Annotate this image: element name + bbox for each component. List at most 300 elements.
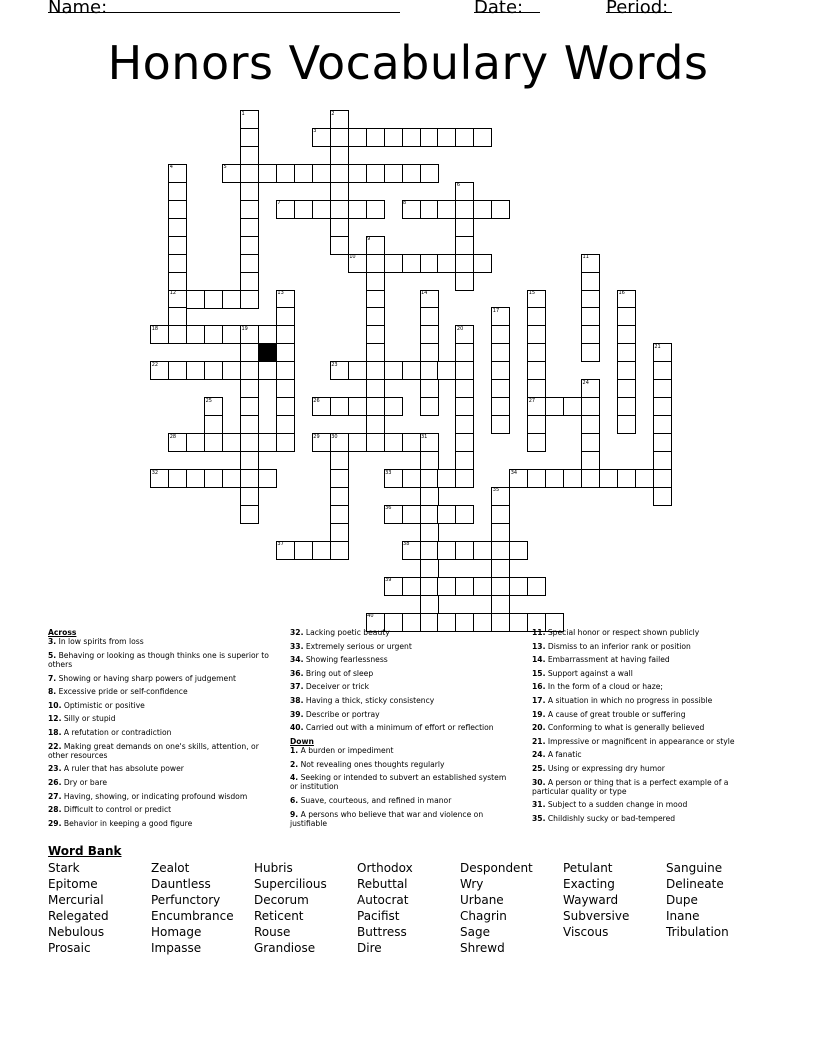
grid-cell[interactable]	[240, 397, 259, 416]
grid-cell[interactable]	[420, 128, 439, 147]
word-bank-word: Wry	[460, 877, 484, 891]
grid-cell[interactable]	[581, 433, 600, 452]
grid-cell[interactable]	[509, 541, 528, 560]
grid-cell[interactable]	[420, 451, 439, 470]
grid-cell[interactable]	[222, 290, 241, 309]
grid-cell[interactable]	[240, 200, 259, 219]
across-clue	[290, 723, 515, 732]
grid-cell[interactable]	[455, 451, 474, 470]
grid-cell[interactable]	[240, 379, 259, 398]
grid-cell[interactable]	[509, 577, 528, 596]
grid-cell[interactable]	[437, 200, 456, 219]
cell-number: 31	[421, 433, 428, 440]
grid-cell[interactable]	[276, 379, 295, 398]
word-bank-word: Pacifist	[357, 909, 400, 923]
grid-cell[interactable]	[222, 469, 241, 488]
grid-cell[interactable]	[330, 146, 349, 165]
grid-cell[interactable]	[420, 541, 439, 560]
grid-cell[interactable]	[240, 505, 259, 524]
grid-cell[interactable]	[222, 361, 241, 380]
grid-cell[interactable]	[276, 343, 295, 362]
across-clue	[48, 792, 273, 801]
black-square	[258, 343, 277, 362]
grid-cell[interactable]	[240, 254, 259, 273]
grid-cell[interactable]	[581, 272, 600, 291]
grid-cell[interactable]	[473, 200, 492, 219]
clue-number: 38.	[290, 695, 304, 705]
grid-cell[interactable]	[186, 433, 205, 452]
cell-number: 11	[582, 254, 589, 261]
grid-cell[interactable]	[330, 469, 349, 488]
grid-cell[interactable]	[168, 272, 187, 291]
grid-cell[interactable]	[240, 128, 259, 147]
grid-cell[interactable]	[420, 559, 439, 578]
cell-number: 26	[313, 397, 320, 404]
word-bank-word: Rouse	[254, 925, 291, 939]
grid-cell[interactable]	[258, 361, 277, 380]
grid-cell[interactable]	[527, 325, 546, 344]
grid-cell[interactable]	[455, 200, 474, 219]
grid-cell[interactable]	[581, 290, 600, 309]
clue-text: A burden or impediment	[298, 745, 394, 755]
grid-cell[interactable]	[330, 236, 349, 255]
grid-cell[interactable]	[366, 272, 385, 291]
grid-cell[interactable]	[204, 433, 223, 452]
cell-number: 38	[403, 541, 410, 548]
grid-cell[interactable]	[437, 541, 456, 560]
grid-cell[interactable]	[366, 128, 385, 147]
grid-cell[interactable]	[330, 523, 349, 542]
grid-cell[interactable]	[204, 325, 223, 344]
grid-cell[interactable]	[348, 433, 367, 452]
clue-text: A cause of great trouble or suffering	[545, 709, 686, 719]
grid-cell[interactable]	[420, 469, 439, 488]
grid-cell[interactable]	[240, 343, 259, 362]
grid-cell[interactable]	[527, 469, 546, 488]
grid-cell[interactable]	[437, 577, 456, 596]
grid-cell[interactable]	[437, 361, 456, 380]
grid-cell[interactable]	[366, 361, 385, 380]
grid-cell[interactable]	[222, 325, 241, 344]
clue-number: 22.	[48, 741, 62, 751]
grid-cell[interactable]	[276, 433, 295, 452]
grid-cell[interactable]	[617, 379, 636, 398]
grid-cell[interactable]	[491, 397, 510, 416]
grid-cell[interactable]	[240, 290, 259, 309]
grid-cell[interactable]	[276, 361, 295, 380]
grid-cell[interactable]	[348, 397, 367, 416]
grid-cell[interactable]	[473, 541, 492, 560]
grid-cell[interactable]	[420, 397, 439, 416]
grid-cell[interactable]	[581, 343, 600, 362]
clue-number: 5.	[48, 650, 57, 660]
grid-cell[interactable]	[527, 307, 546, 326]
grid-cell[interactable]	[312, 541, 331, 560]
grid-cell[interactable]	[366, 200, 385, 219]
grid-cell[interactable]	[437, 254, 456, 273]
grid-cell[interactable]	[527, 361, 546, 380]
grid-cell[interactable]	[366, 433, 385, 452]
grid-cell[interactable]	[491, 541, 510, 560]
grid-cell[interactable]	[330, 182, 349, 201]
grid-cell[interactable]	[527, 343, 546, 362]
grid-cell[interactable]	[455, 505, 474, 524]
grid-cell[interactable]	[240, 182, 259, 201]
grid-cell[interactable]	[581, 325, 600, 344]
across-clue	[48, 651, 273, 669]
grid-cell[interactable]	[420, 379, 439, 398]
grid-cell[interactable]	[653, 451, 672, 470]
grid-cell[interactable]	[473, 128, 492, 147]
grid-cell[interactable]	[563, 397, 582, 416]
grid-cell[interactable]	[455, 379, 474, 398]
across-clue	[48, 778, 273, 787]
word-bank-column	[48, 860, 109, 956]
grid-cell[interactable]	[455, 433, 474, 452]
grid-cell[interactable]	[527, 415, 546, 434]
grid-cell[interactable]	[384, 433, 403, 452]
grid-cell[interactable]	[276, 164, 295, 183]
grid-cell[interactable]	[455, 577, 474, 596]
word-bank-column	[563, 860, 629, 940]
grid-cell[interactable]	[420, 164, 439, 183]
grid-cell[interactable]	[168, 218, 187, 237]
clue-text: A persons who believe that war and violence on justifiable	[290, 809, 484, 828]
grid-cell[interactable]	[491, 325, 510, 344]
grid-cell[interactable]	[420, 325, 439, 344]
grid-cell[interactable]	[527, 577, 546, 596]
clue-text: Dry or bare	[61, 777, 108, 787]
grid-cell[interactable]	[384, 397, 403, 416]
grid-cell[interactable]	[366, 290, 385, 309]
grid-cell[interactable]	[330, 200, 349, 219]
grid-cell[interactable]	[420, 343, 439, 362]
grid-cell[interactable]	[240, 469, 259, 488]
grid-cell[interactable]	[545, 469, 564, 488]
grid-cell[interactable]	[455, 469, 474, 488]
grid-cell[interactable]	[222, 433, 241, 452]
grid-cell[interactable]	[581, 451, 600, 470]
clue-number: 1.	[290, 745, 299, 755]
grid-cell[interactable]	[294, 200, 313, 219]
grid-cell[interactable]	[348, 361, 367, 380]
grid-cell[interactable]	[240, 361, 259, 380]
clue-number: 26.	[48, 777, 62, 787]
grid-cell[interactable]	[348, 164, 367, 183]
grid-cell[interactable]	[402, 433, 421, 452]
grid-cell[interactable]	[420, 307, 439, 326]
cell-number: 17	[492, 307, 500, 314]
grid-cell[interactable]	[168, 200, 187, 219]
clue-number: 2.	[290, 759, 299, 769]
cell-number: 6	[456, 182, 461, 189]
grid-cell[interactable]	[402, 505, 421, 524]
cell-number: 35	[492, 487, 500, 494]
grid-cell[interactable]	[420, 200, 439, 219]
down-clue	[532, 682, 757, 691]
grid-cell[interactable]	[563, 469, 582, 488]
grid-cell[interactable]	[366, 164, 385, 183]
clue-number: 16.	[532, 682, 546, 692]
across-clue	[48, 687, 273, 696]
grid-cell[interactable]	[491, 343, 510, 362]
grid-cell[interactable]	[240, 451, 259, 470]
grid-cell[interactable]	[491, 415, 510, 434]
cell-number: 37	[277, 541, 284, 548]
cell-number: 27	[528, 397, 536, 404]
down-clue	[532, 778, 757, 796]
grid-cell[interactable]	[653, 433, 672, 452]
grid-cell[interactable]	[402, 361, 421, 380]
down-clue	[532, 800, 757, 809]
clue-number: 4.	[290, 773, 299, 783]
grid-cell[interactable]	[653, 361, 672, 380]
grid-cell[interactable]	[420, 577, 439, 596]
grid-cell[interactable]	[455, 236, 474, 255]
grid-cell[interactable]	[294, 541, 313, 560]
grid-cell[interactable]	[455, 218, 474, 237]
grid-cell[interactable]	[258, 469, 277, 488]
clue-text: Deceiver or trick	[303, 682, 370, 692]
clue-text: Conforming to what is generally believed	[545, 723, 705, 733]
grid-cell[interactable]	[240, 236, 259, 255]
grid-cell[interactable]	[276, 307, 295, 326]
cell-number: 39	[385, 577, 392, 584]
grid-cell[interactable]	[653, 487, 672, 506]
grid-cell[interactable]	[330, 505, 349, 524]
grid-cell[interactable]	[581, 469, 600, 488]
grid-cell[interactable]	[168, 325, 187, 344]
grid-cell[interactable]	[653, 397, 672, 416]
clue-number: 27.	[48, 791, 62, 801]
grid-cell[interactable]	[491, 505, 510, 524]
grid-cell[interactable]	[168, 361, 187, 380]
word-bank-word: Sage	[460, 925, 490, 939]
grid-cell[interactable]	[455, 128, 474, 147]
grid-cell[interactable]	[366, 397, 385, 416]
grid-cell[interactable]	[384, 128, 403, 147]
grid-cell[interactable]	[240, 433, 259, 452]
grid-cell[interactable]	[437, 128, 456, 147]
word-bank-word: Perfunctory	[151, 893, 221, 907]
grid-cell[interactable]	[240, 415, 259, 434]
grid-cell[interactable]	[420, 487, 439, 506]
grid-cell[interactable]	[455, 272, 474, 291]
grid-cell[interactable]	[312, 164, 331, 183]
grid-cell[interactable]	[491, 523, 510, 542]
grid-cell[interactable]	[366, 254, 385, 273]
grid-cell[interactable]	[599, 469, 618, 488]
grid-cell[interactable]	[330, 487, 349, 506]
clue-number: 19.	[532, 709, 546, 719]
grid-cell[interactable]	[258, 325, 277, 344]
grid-cell[interactable]	[617, 307, 636, 326]
grid-cell[interactable]	[653, 379, 672, 398]
grid-cell[interactable]	[420, 595, 439, 614]
grid-cell[interactable]	[240, 164, 259, 183]
grid-cell[interactable]	[402, 164, 421, 183]
cell-number: 32	[151, 469, 159, 476]
grid-cell[interactable]	[276, 415, 295, 434]
grid-cell[interactable]	[240, 487, 259, 506]
grid-cell[interactable]	[581, 397, 600, 416]
grid-cell[interactable]	[186, 361, 205, 380]
clue-number: 7.	[48, 673, 57, 683]
grid-cell[interactable]	[384, 361, 403, 380]
grid-cell[interactable]	[348, 128, 367, 147]
grid-cell[interactable]	[204, 415, 223, 434]
clue-text: Making great demands on one's skills, attention, or other resources	[48, 741, 259, 760]
grid-cell[interactable]	[617, 469, 636, 488]
grid-cell[interactable]	[527, 433, 546, 452]
grid-cell[interactable]	[240, 146, 259, 165]
grid-cell[interactable]	[186, 469, 205, 488]
clue-text: Optimistic or positive	[61, 700, 145, 710]
grid-cell[interactable]	[617, 397, 636, 416]
cell-number: 28	[169, 433, 177, 440]
grid-cell[interactable]	[617, 343, 636, 362]
grid-cell[interactable]	[581, 307, 600, 326]
grid-cell[interactable]	[455, 361, 474, 380]
word-bank-word: Stark	[48, 861, 80, 875]
clue-number: 23.	[48, 764, 62, 774]
grid-cell[interactable]	[366, 379, 385, 398]
grid-cell[interactable]	[617, 325, 636, 344]
grid-cell[interactable]	[168, 182, 187, 201]
word-bank-word: Chagrin	[460, 909, 507, 923]
cell-number: 29	[313, 433, 320, 440]
grid-cell[interactable]	[527, 379, 546, 398]
grid-cell[interactable]	[491, 361, 510, 380]
grid-cell[interactable]	[455, 397, 474, 416]
grid-cell[interactable]	[491, 559, 510, 578]
grid-cell[interactable]	[168, 469, 187, 488]
cell-number: 25	[205, 397, 212, 404]
word-bank-column	[666, 860, 729, 940]
grid-cell[interactable]	[186, 290, 205, 309]
grid-cell[interactable]	[455, 415, 474, 434]
clue-text: A refutation or contradiction	[61, 727, 172, 737]
grid-cell[interactable]	[617, 415, 636, 434]
grid-cell[interactable]	[437, 505, 456, 524]
grid-cell[interactable]	[258, 433, 277, 452]
grid-cell[interactable]	[384, 254, 403, 273]
cell-number: 3	[313, 128, 317, 135]
word-bank-word: Homage	[151, 925, 202, 939]
clue-number: 28.	[48, 805, 62, 815]
grid-cell[interactable]	[402, 254, 421, 273]
grid-cell[interactable]	[491, 200, 510, 219]
grid-cell[interactable]	[330, 397, 349, 416]
cell-number: 8	[403, 200, 407, 207]
clue-number: 11.	[532, 628, 546, 637]
grid-cell[interactable]	[330, 128, 349, 147]
grid-cell[interactable]	[384, 164, 403, 183]
grid-cell[interactable]	[204, 290, 223, 309]
grid-cell[interactable]	[204, 469, 223, 488]
cell-number: 30	[331, 433, 338, 440]
clue-text: A person or thing that is a perfect example of a particular quality or type	[532, 777, 729, 796]
grid-cell[interactable]	[330, 451, 349, 470]
grid-cell[interactable]	[258, 164, 277, 183]
name-label: Name:	[48, 0, 108, 18]
grid-cell[interactable]	[330, 164, 349, 183]
grid-cell[interactable]	[330, 218, 349, 237]
clues-column-1	[48, 628, 273, 832]
grid-cell[interactable]	[186, 325, 205, 344]
grid-cell[interactable]	[491, 577, 510, 596]
clue-text: Dismiss to an inferior rank or position	[545, 641, 691, 651]
grid-cell[interactable]	[168, 236, 187, 255]
clue-text: Bring out of sleep	[303, 668, 374, 678]
grid-cell[interactable]	[402, 128, 421, 147]
grid-cell[interactable]	[330, 541, 349, 560]
grid-cell[interactable]	[312, 200, 331, 219]
cell-number: 12	[169, 290, 177, 296]
grid-cell[interactable]	[653, 469, 672, 488]
grid-cell[interactable]	[348, 200, 367, 219]
page-title: Honors Vocabulary Words	[107, 36, 709, 90]
clue-text: Embarrassment at having failed	[545, 655, 670, 665]
grid-cell[interactable]	[240, 218, 259, 237]
grid-cell[interactable]	[455, 541, 474, 560]
grid-cell[interactable]	[581, 415, 600, 434]
grid-cell[interactable]	[276, 325, 295, 344]
grid-cell[interactable]	[276, 397, 295, 416]
down-clue	[290, 796, 515, 805]
grid-cell[interactable]	[420, 254, 439, 273]
grid-cell[interactable]	[204, 361, 223, 380]
grid-cell[interactable]	[491, 595, 510, 614]
grid-cell[interactable]	[420, 523, 439, 542]
across-clue	[48, 742, 273, 760]
grid-cell[interactable]	[168, 254, 187, 273]
grid-cell[interactable]	[402, 469, 421, 488]
grid-cell[interactable]	[402, 577, 421, 596]
clue-text: Difficult to control or predict	[61, 805, 172, 815]
grid-cell[interactable]	[455, 343, 474, 362]
grid-cell[interactable]	[437, 469, 456, 488]
grid-cell[interactable]	[366, 415, 385, 434]
grid-cell[interactable]	[617, 361, 636, 380]
grid-cell[interactable]	[473, 254, 492, 273]
word-bank-column	[151, 860, 234, 956]
grid-cell[interactable]	[366, 307, 385, 326]
grid-cell[interactable]	[420, 505, 439, 524]
clue-number: 40.	[290, 723, 304, 733]
cell-number: 2	[331, 110, 335, 117]
grid-cell[interactable]	[366, 325, 385, 344]
word-bank-word: Impasse	[151, 941, 202, 955]
grid-cell[interactable]	[455, 254, 474, 273]
grid-cell[interactable]	[240, 272, 259, 291]
grid-cell[interactable]	[491, 379, 510, 398]
grid-cell[interactable]	[473, 577, 492, 596]
grid-cell[interactable]	[168, 307, 187, 326]
clue-number: 25.	[532, 763, 546, 773]
clue-text: Describe or portray	[303, 709, 380, 719]
word-bank-column	[357, 860, 413, 956]
cell-number: 7	[277, 200, 281, 207]
grid-cell[interactable]	[420, 361, 439, 380]
grid-cell[interactable]	[366, 343, 385, 362]
grid-cell[interactable]	[635, 469, 654, 488]
cell-number: 19	[241, 325, 248, 332]
down-clue	[532, 628, 757, 637]
grid-cell[interactable]	[653, 415, 672, 434]
grid-cell[interactable]	[545, 397, 564, 416]
grid-cell[interactable]	[294, 164, 313, 183]
